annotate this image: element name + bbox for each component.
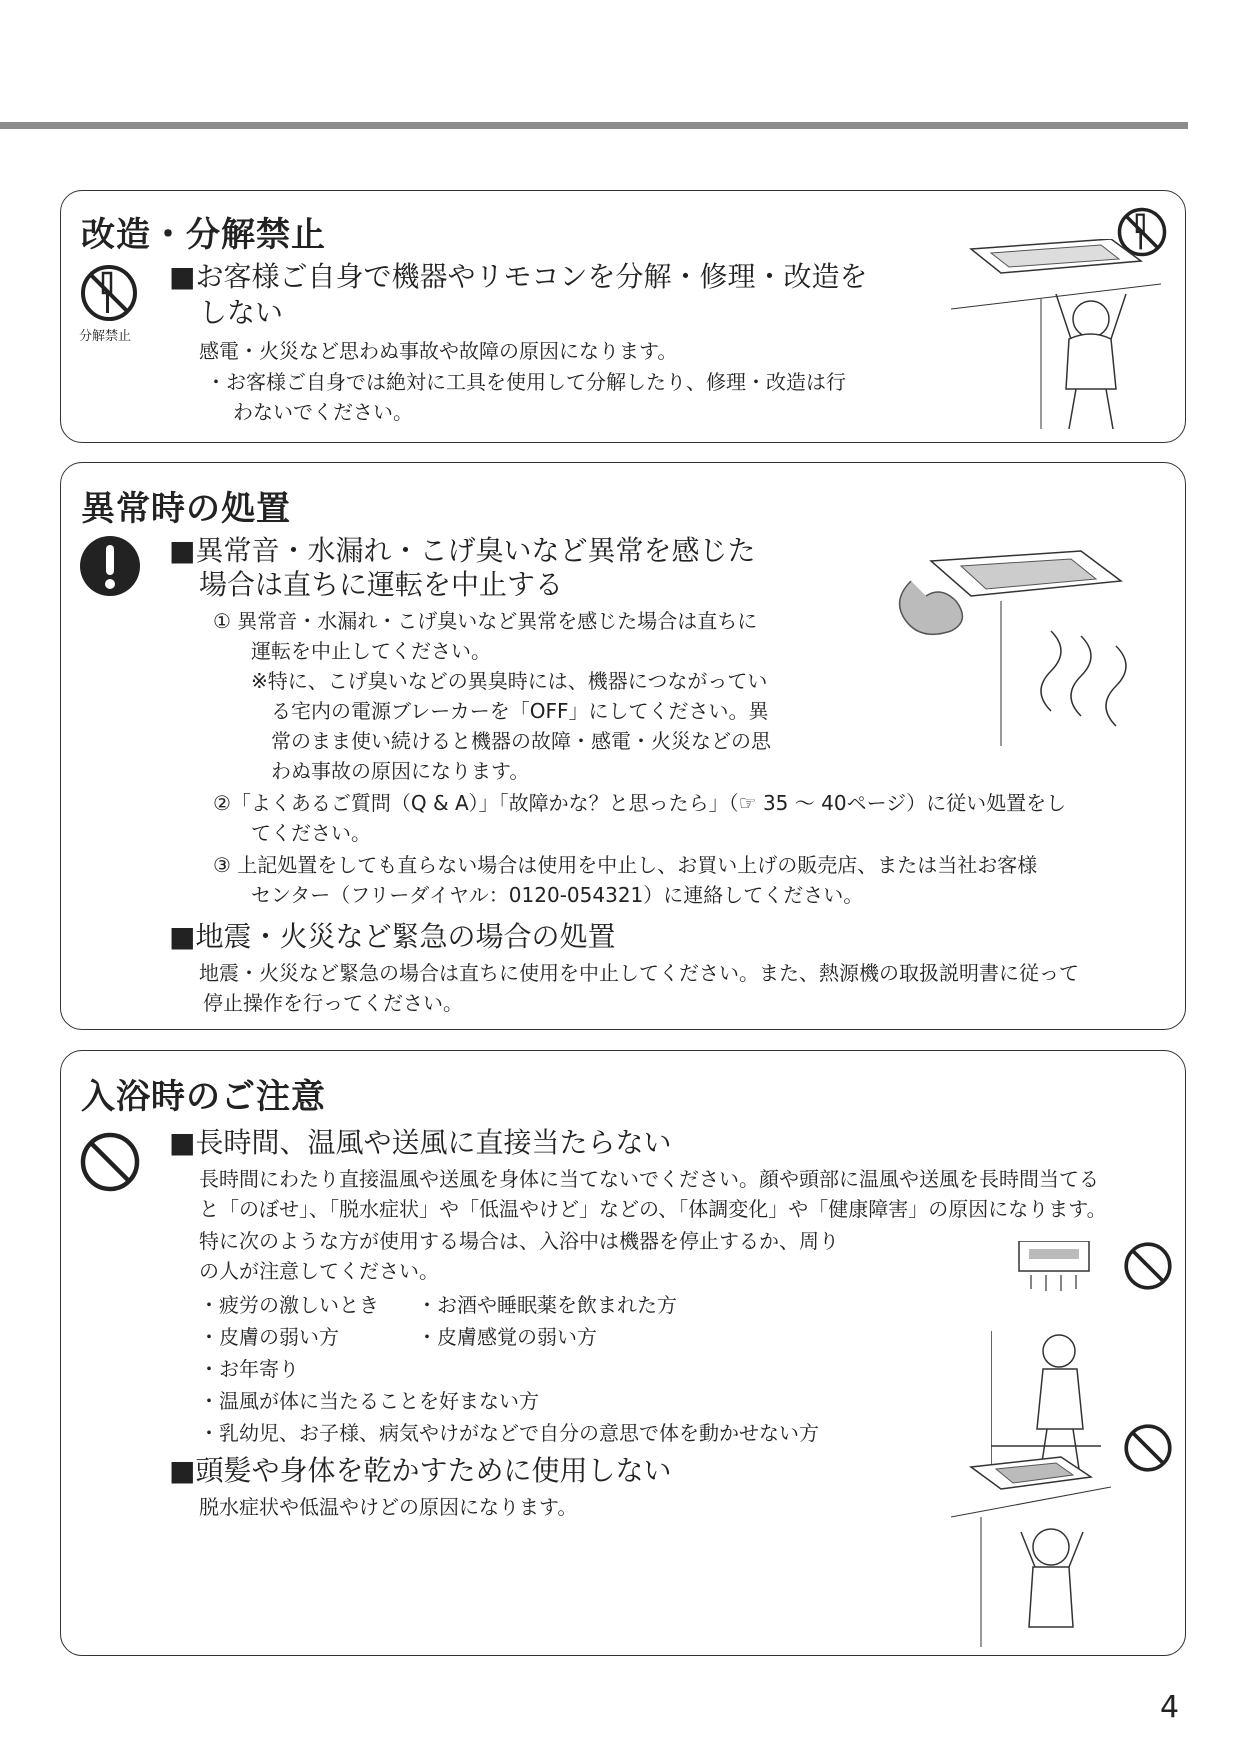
warning-exclamation-icon bbox=[79, 535, 141, 597]
heading-line-2: 場合は直ちに運転を中止する bbox=[199, 568, 564, 601]
heading-line-1: ■お客様ご自身で機器やリモコンを分解・修理・改造を bbox=[169, 260, 868, 293]
disassembly-prohibited-icon bbox=[79, 263, 139, 323]
heading-line-1: ■異常音・水漏れ・こげ臭いなど異常を感じた bbox=[169, 534, 756, 567]
section-title: 入浴時のご注意 bbox=[81, 1077, 326, 1117]
list-item: ・疲労の激しいとき bbox=[199, 1293, 379, 1317]
section-emergency bbox=[60, 462, 1186, 1030]
bullet-line-2: わないでください。 bbox=[233, 400, 413, 424]
heading-line-2: ■頭髪や身体を乾かすために使用しない bbox=[169, 1454, 672, 1487]
icon-caption: 分解禁止 bbox=[79, 329, 132, 344]
quake-heading: ■地震・火災など緊急の場合の処置 bbox=[169, 920, 616, 953]
smoking-unit-illustration bbox=[881, 541, 1171, 746]
heading-line-2: しない bbox=[199, 296, 284, 329]
paragraph-3: 脱水症状や低温やけどの原因になります。 bbox=[199, 1495, 578, 1519]
person-repairing-illustration bbox=[951, 239, 1161, 429]
item-3-line-2: センター（フリーダイヤル：0120-054321）に連絡してください。 bbox=[251, 883, 864, 907]
item-2-line-1: ②「よくあるご質問（Q & A）」「故障かな？と思ったら」（☞ 35 ～ 40ページ）に従い処置をし bbox=[213, 791, 1067, 815]
item-1-line-1: ① 異常音・水漏れ・こげ臭いなど異常を感じた場合は直ちに bbox=[213, 609, 758, 633]
list-item: ・皮膚感覚の弱い方 bbox=[417, 1325, 597, 1349]
page-number: 4 bbox=[1160, 1690, 1180, 1725]
list-item: ・乳幼児、お子様、病気やけがなどで自分の意思で体を動かせない方 bbox=[199, 1421, 819, 1445]
header-rule bbox=[0, 122, 1188, 129]
quake-line-2: 停止操作を行ってください。 bbox=[203, 991, 463, 1015]
list-item: ・皮膚の弱い方 bbox=[199, 1325, 339, 1349]
paragraph-2-line-2: の人が注意してください。 bbox=[199, 1259, 439, 1283]
note-line-4: わぬ事故の原因になります。 bbox=[271, 759, 530, 783]
note-line-3: 常のまま使い続けると機器の故障・感電・火災などの思 bbox=[271, 729, 771, 753]
section-title: 改造・分解禁止 bbox=[81, 215, 326, 255]
bullet-line-1: ・お客様ご自身では絶対に工具を使用して分解したり、修理・改造は行 bbox=[206, 370, 846, 394]
prohibited-icon bbox=[1123, 1241, 1173, 1291]
heading-line-1: ■長時間、温風や送風に直接当たらない bbox=[169, 1126, 672, 1159]
paragraph-1-line-2: と「のぼせ」、「脱水症状」や「低温やけど」などの、「体調変化」や「健康障害」の原因になります。 bbox=[199, 1197, 1107, 1221]
item-2-line-2: てください。 bbox=[251, 821, 371, 845]
item-1-line-2: 運転を中止してください。 bbox=[251, 639, 491, 663]
paragraph-1-line-1: 長時間にわたり直接温風や送風を身体に当てないでください。顔や頭部に温風や送風を長時間当てる bbox=[199, 1167, 1099, 1191]
list-item: ・お酒や睡眠薬を飲まれた方 bbox=[417, 1293, 677, 1317]
description: 感電・火災など思わぬ事故や故障の原因になります。 bbox=[199, 339, 678, 363]
note-line-2: る宅内の電源ブレーカーを「OFF」にしてください。異 bbox=[271, 699, 769, 723]
quake-line-1: 地震・火災など緊急の場合は直ちに使用を中止してください。また、熱源機の取扱説明書に従って bbox=[199, 961, 1079, 985]
note-line-1: ※特に、こげ臭いなどの異臭時には、機器につながってい bbox=[251, 669, 768, 693]
prohibited-icon bbox=[1123, 1423, 1173, 1473]
list-item: ・温風が体に当たることを好まない方 bbox=[199, 1389, 539, 1413]
paragraph-2-line-1: 特に次のような方が使用する場合は、入浴中は機器を停止するか、周り bbox=[199, 1229, 839, 1253]
section-modify bbox=[60, 190, 1186, 443]
item-3-line-1: ③ 上記処置をしても直らない場合は使用を中止し、お買い上げの販売店、または当社お客様 bbox=[213, 853, 1038, 877]
prohibited-icon bbox=[79, 1131, 141, 1193]
list-item: ・お年寄り bbox=[199, 1357, 299, 1381]
section-title: 異常時の処置 bbox=[81, 489, 291, 529]
drying-hair-illustration bbox=[951, 1437, 1111, 1647]
section-bathing bbox=[60, 1050, 1186, 1656]
